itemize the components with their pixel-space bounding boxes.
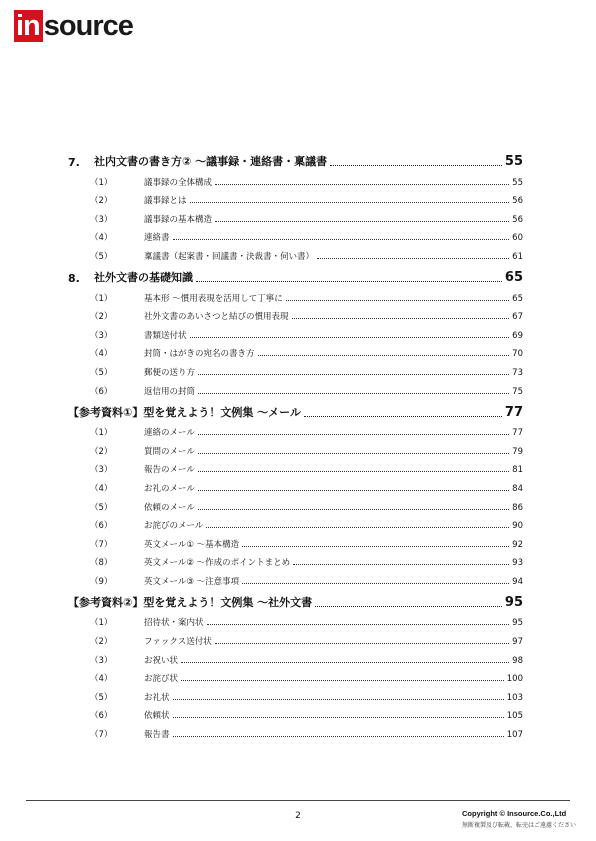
toc-section-row [68, 243, 523, 262]
toc-page-number: 69 [512, 330, 523, 341]
toc-page-number: 98 [512, 655, 523, 666]
toc-number: （4） [90, 483, 113, 494]
toc-number: （6） [90, 386, 113, 397]
toc-number: （2） [90, 637, 113, 648]
toc-dot-leader [242, 583, 509, 584]
toc-title: 英文メール① ～基本構造 [144, 539, 240, 550]
toc-number: （1） [90, 428, 113, 439]
toc-number: （5） [90, 251, 113, 262]
toc-page-number: 94 [512, 576, 523, 587]
toc-number: （9） [90, 576, 113, 587]
toc-number: （6） [90, 711, 113, 722]
toc-page-number: 90 [512, 521, 523, 532]
page-number: 2 [295, 811, 301, 821]
toc-section-row [68, 628, 523, 647]
toc-dot-leader [292, 318, 510, 319]
toc-page-number: 65 [512, 293, 523, 304]
toc-number: 8. [68, 271, 80, 285]
toc-dot-leader [198, 490, 509, 491]
toc-dot-leader [198, 434, 509, 435]
toc-title: 郵便の送り方 [144, 367, 196, 378]
toc-title: 型を覚えよう！文例集 ～メール [143, 405, 301, 419]
toc-title: 基本形 ～慣用表現を活用して丁寧に [144, 293, 283, 304]
toc-section-row [68, 169, 523, 188]
toc-dot-leader [173, 239, 510, 240]
toc-number: （7） [90, 730, 113, 741]
toc-number: （7） [90, 539, 113, 550]
toc-number: （5） [90, 692, 113, 703]
toc-page-number: 55 [504, 154, 523, 169]
toc-dot-leader [215, 643, 509, 644]
toc-page-number: 103 [506, 692, 523, 703]
toc-page-number: 56 [512, 196, 523, 207]
toc-title: 英文メール② ～作成のポイントまとめ [144, 558, 291, 569]
toc-number: （1） [90, 618, 113, 629]
toc-page-number: 107 [506, 730, 523, 741]
toc-dot-leader [330, 165, 502, 166]
toc-number: （2） [90, 312, 113, 323]
toc-number: （6） [90, 521, 113, 532]
reproduction-notice: 無断複製及び転載、転売はご遠慮ください [461, 822, 576, 829]
toc-dot-leader [242, 546, 509, 547]
toc-section-row [68, 206, 523, 225]
toc-title: 招待状・案内状 [144, 618, 204, 629]
toc-number: （1） [90, 177, 113, 188]
toc-dot-leader [317, 258, 509, 259]
toc-page-number: 81 [512, 465, 523, 476]
toc-title: 英文メール③ ～注意事項 [144, 576, 240, 587]
toc-page-number: 95 [504, 594, 523, 610]
toc-dot-leader [215, 184, 509, 185]
logo-source-text: source [43, 10, 133, 42]
toc-title: お礼のメール [144, 483, 195, 494]
toc-section-row [68, 531, 523, 550]
toc-dot-leader [315, 606, 502, 607]
copyright-text: Copyright © Insource.Co.,Ltd [461, 809, 567, 818]
toc-title: お詫び状 [144, 674, 179, 685]
toc-page-number: 100 [506, 674, 523, 685]
toc-title: 議事録とは [144, 196, 187, 207]
toc-number: （3） [90, 330, 113, 341]
toc-chapter-row [68, 587, 523, 610]
toc-dot-leader [181, 662, 509, 663]
toc-dot-leader [207, 624, 510, 625]
toc-title: 連絡のメール [144, 428, 195, 439]
toc-title: 報告書 [144, 730, 170, 741]
toc-number: （3） [90, 465, 113, 476]
toc-page-number: 84 [512, 483, 523, 494]
toc-dot-leader [198, 471, 509, 472]
toc-dot-leader [173, 717, 504, 718]
toc-page-number: 75 [512, 386, 523, 397]
toc-section-row [68, 513, 523, 532]
toc-dot-leader [173, 699, 504, 700]
table-of-contents [68, 146, 523, 740]
toc-page-number: 86 [512, 502, 523, 513]
toc-section-row [68, 494, 523, 513]
toc-title: 社外文書の基礎知識 [94, 270, 193, 284]
toc-page-number: 95 [512, 618, 523, 629]
toc-page-number: 70 [512, 349, 523, 360]
toc-title: 質問のメール [144, 446, 195, 457]
toc-title: 稟議書（起案書・回議書・決裁書・伺い書） [144, 251, 315, 262]
toc-section-row [68, 647, 523, 666]
toc-dot-leader [196, 281, 502, 282]
toc-page-number: 93 [512, 558, 523, 569]
toc-number: （3） [90, 655, 113, 666]
toc-section-row [68, 420, 523, 439]
copyright-block [462, 809, 576, 829]
logo-in-mark: in [14, 10, 43, 42]
toc-number: 7. [68, 156, 80, 169]
toc-dot-leader [198, 374, 509, 375]
toc-page-number: 79 [512, 446, 523, 457]
toc-dot-leader [293, 564, 509, 565]
toc-number: （4） [90, 349, 113, 360]
toc-dot-leader [181, 680, 504, 681]
footer-divider [26, 800, 570, 801]
toc-number: （1） [90, 293, 113, 304]
toc-dot-leader [304, 416, 502, 417]
toc-dot-leader [173, 736, 504, 737]
toc-page-number: 105 [506, 711, 523, 722]
toc-page-number: 61 [512, 251, 523, 262]
toc-title: 型を覚えよう！文例集 ～社外文書 [143, 595, 313, 609]
toc-section-row [68, 322, 523, 341]
toc-page-number: 97 [512, 637, 523, 648]
toc-number: （2） [90, 446, 113, 457]
toc-title: 社外文書のあいさつと結びの慣用表現 [144, 312, 289, 323]
toc-number: （2） [90, 196, 113, 207]
toc-section-row [68, 550, 523, 569]
toc-number: （5） [90, 502, 113, 513]
toc-title: お礼状 [144, 692, 170, 703]
toc-title: 社内文書の書き方② ～議事録・連絡書・稟議書 [94, 155, 328, 168]
toc-dot-leader [190, 337, 510, 338]
toc-dot-leader [198, 453, 509, 454]
toc-section-row [68, 438, 523, 457]
toc-title: 封筒・はがきの宛名の書き方 [144, 349, 255, 360]
toc-title: 依頼状 [144, 711, 170, 722]
toc-title: 議事録の基本構造 [144, 214, 213, 225]
toc-title: お詫びのメール [144, 521, 204, 532]
toc-section-row [68, 304, 523, 323]
toc-dot-leader [286, 300, 509, 301]
toc-section-row [68, 457, 523, 476]
toc-section-row [68, 225, 523, 244]
toc-title: お祝い状 [144, 655, 179, 666]
toc-title: ファックス送付状 [144, 637, 212, 648]
toc-page-number: 56 [512, 214, 523, 225]
toc-title: 報告のメール [144, 465, 195, 476]
toc-number: 【参考資料②】 [68, 595, 144, 609]
toc-title: 依頼のメール [144, 502, 195, 513]
toc-section-row [68, 666, 523, 685]
toc-title: 議事録の全体構成 [144, 177, 213, 188]
toc-section-row [68, 610, 523, 629]
toc-number: （8） [90, 558, 113, 569]
toc-section-row [68, 703, 523, 722]
toc-section-row [68, 341, 523, 360]
insource-logo [14, 8, 133, 44]
toc-section-row [68, 721, 523, 740]
toc-page-number: 67 [512, 312, 523, 323]
toc-number: （5） [90, 367, 113, 378]
toc-dot-leader [206, 527, 509, 528]
toc-page-number: 60 [512, 233, 523, 244]
toc-page-number: 92 [512, 539, 523, 550]
toc-page-number: 77 [512, 428, 523, 439]
toc-dot-leader [198, 509, 509, 510]
toc-number: （3） [90, 214, 113, 225]
toc-page-number: 65 [504, 269, 523, 285]
toc-section-row [68, 378, 523, 397]
toc-number: （4） [90, 233, 113, 244]
toc-dot-leader [198, 393, 509, 394]
toc-title: 返信用の封筒 [144, 386, 196, 397]
toc-page-number: 55 [512, 177, 523, 188]
toc-chapter-row [68, 262, 523, 285]
toc-section-row [68, 285, 523, 304]
toc-section-row [68, 684, 523, 703]
toc-number: （4） [90, 674, 113, 685]
toc-title: 連絡書 [144, 233, 170, 244]
toc-section-row [68, 359, 523, 378]
toc-section-row [68, 475, 523, 494]
toc-title: 書類送付状 [144, 330, 187, 341]
toc-number: 【参考資料①】 [68, 405, 144, 419]
toc-page-number: 73 [512, 367, 523, 378]
toc-dot-leader [215, 221, 509, 222]
toc-chapter-row [68, 146, 523, 169]
toc-dot-leader [258, 355, 510, 356]
toc-chapter-row [68, 397, 523, 420]
toc-section-row [68, 568, 523, 587]
toc-section-row [68, 188, 523, 207]
toc-page-number: 77 [504, 404, 523, 420]
toc-dot-leader [190, 202, 510, 203]
